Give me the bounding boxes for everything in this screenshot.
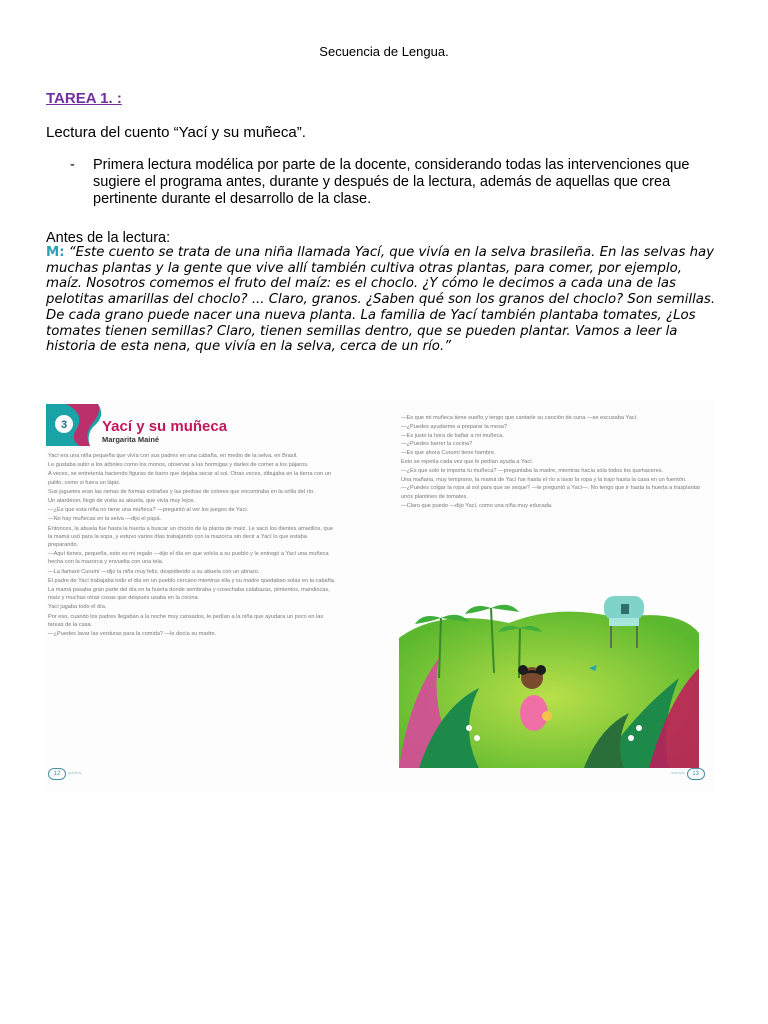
story-paragraph: —¿Puedes ayudarme a preparar la mesa? bbox=[401, 423, 508, 430]
bullet-item bbox=[70, 157, 720, 208]
jungle-illustration bbox=[399, 578, 699, 768]
story-paragraph: —¿Es que esta niña no tiene una muñeca? —preguntó al ver los juegos de Yací. bbox=[48, 507, 249, 514]
story-paragraph: —Claro que puedo —dijo Yací, como una niña muy educada. bbox=[401, 502, 553, 509]
bullet-dash: - bbox=[70, 157, 75, 173]
book-title: Yací y su muñeca bbox=[102, 418, 228, 435]
story-paragraph: —Es que mi muñeca tiene sueño y tengo que cantarle su canción de cuna —se excusaba Yací. bbox=[401, 415, 638, 421]
story-paragraph: Entonces, la abuela fue hasta la huerta a buscar un choclo de la planta de maíz. Le sacó los dientes amarillos, que la mamá usó para la sopa, y estuvo varios días trabajando con la mazorca sin decir a Yací lo que estaba preparando. bbox=[48, 525, 333, 549]
story-paragraph: Un atardecer, llegó de visita su abuela, que vivía muy lejos. bbox=[48, 498, 196, 505]
story-paragraph: —¿Puedes colgar la ropa al sol para que se seque? —le preguntó a Yací—. No tengo que ir hasta la huerta a trasplantar unos plantines de tomates. bbox=[401, 485, 701, 501]
quote-text: “Este cuento se trata de una niña llamada Yací, que vivía en la selva brasileña. En las selvas hay muchas plantas y la gente que vive allí también cultiva otras plantas, para comer, por ejemplo, maíz. Nosotros comemos el fruto del maíz: es el choclo. ¿Y cómo le decimos a cada una de las pelotitas amarillas del choclo? ... Claro, granos. ¿Saben qué son los granos del choclo? Son semillas. De cada grano puede nacer una nueva planta. La familia de Yací también plantaba tomates, ¿Los tomates tienen semillas? Claro, tienen semillas dentro, que se pueden plantar. Vamos a leer la historia de esta nena, que vivía en la selva, cerca de un río.” bbox=[46, 245, 716, 355]
story-paragraph: El padre de Yací trabajaba todo el día en un pueblo cercano mientras ella y su madre quedaban solas en la cabaña. bbox=[48, 577, 336, 584]
story-paragraph: Una mañana, muy temprano, la mamá de Yací fue hasta el río a lavar la ropa y la trajo hasta la casa en un fuentón. bbox=[401, 476, 687, 483]
task-title: TAREA 1. : bbox=[46, 90, 122, 107]
intro-text: Lectura del cuento “Yací y su muñeca”. bbox=[46, 124, 306, 141]
story-paragraph: —¿Puedes barrer la cocina? bbox=[401, 441, 473, 448]
before-reading-label: Antes de la lectura: bbox=[46, 230, 171, 246]
story-paragraph: —Es justo la hora de bañar a mi muñeca. bbox=[401, 432, 504, 439]
story-paragraph: —No hay muñecas en la selva —dijo el papá. bbox=[48, 516, 162, 523]
story-paragraph: —Aquí tienes, pequeña, esto es mi regalo —dijo el día en que volvía a su pueblo y le entregó a Yací una muñeca hecha con la mazorca y envuelta con una tela. bbox=[48, 551, 329, 566]
bullet-text: Primera lectura modélica por parte de la docente, considerando todas las intervenciones que sugiere el programa antes, durante y después de la lectura, además de aquellas que crea pertinente durante el desarrollo de la clase. bbox=[93, 157, 690, 207]
story-paragraph: Yací era una niña pequeña que vivía con sus padres en una cabaña, en medio de la selva, en Brasil. bbox=[48, 453, 298, 459]
book-author: Margarita Mainé bbox=[102, 435, 160, 444]
story-paragraph: A veces, se entretenía haciendo figuras de barro que dejaba secar al sol. Otras veces, dibujaba en la tierra con un palito, como si fuera un lápiz. bbox=[48, 471, 331, 486]
book-page-left bbox=[44, 400, 379, 792]
document-header: Secuencia de Lengua. bbox=[319, 44, 449, 59]
story-paragraph: —La llamaré Curumí —dijo la niña muy feliz, despidiendo a su abuela con un abrazo. bbox=[48, 568, 260, 575]
page-number-left: 12 ~~~~ bbox=[48, 768, 82, 780]
story-paragraph: —¿Es que solo te importa tu muñeca? —preguntaba la madre, mientras hacía sola todos los quehaceres. bbox=[401, 467, 664, 474]
story-paragraph: Esto se repetía cada vez que le pedían ayuda a Yací. bbox=[401, 458, 534, 465]
story-paragraph: —Es que ahora Curumí tiene hambre. bbox=[401, 450, 496, 457]
book-page-right bbox=[379, 400, 714, 792]
chapter-number: 3 bbox=[60, 419, 68, 431]
right-page-text bbox=[401, 414, 701, 511]
book-spread-image bbox=[44, 400, 714, 792]
left-page-text bbox=[48, 452, 338, 639]
teacher-quote bbox=[46, 245, 722, 355]
story-paragraph: Por eso, cuando los padres llegaban a la noche muy cansados, le pedían a la niña que ayudara un poco en las tareas de la casa. bbox=[48, 613, 324, 628]
story-paragraph: Sus juguetes eran las ramas de formas extrañas y las piedras de colores que encontraba en la orilla del río. bbox=[48, 488, 315, 495]
page-number-right: ~~~~ 13 bbox=[671, 768, 705, 780]
story-paragraph: Yací jugaba todo el día. bbox=[48, 604, 107, 611]
speaker-label: M: bbox=[46, 245, 65, 260]
story-paragraph: Le gustaba subir a los árboles como los monos, observar a las hormigas y darles de comer a los pájaros. bbox=[48, 462, 309, 469]
story-paragraph: —¿Puedes lavar las verduras para la comida? —le decía su madre. bbox=[48, 631, 217, 638]
story-paragraph: La mamá pasaba gran parte del día en la huerta donde sembraba y cosechaba calabazas, pimientos, mandiocas, maíz y muchas otras cosas que después usaba en la cocina. bbox=[48, 587, 330, 602]
chapter-banner bbox=[46, 404, 106, 446]
